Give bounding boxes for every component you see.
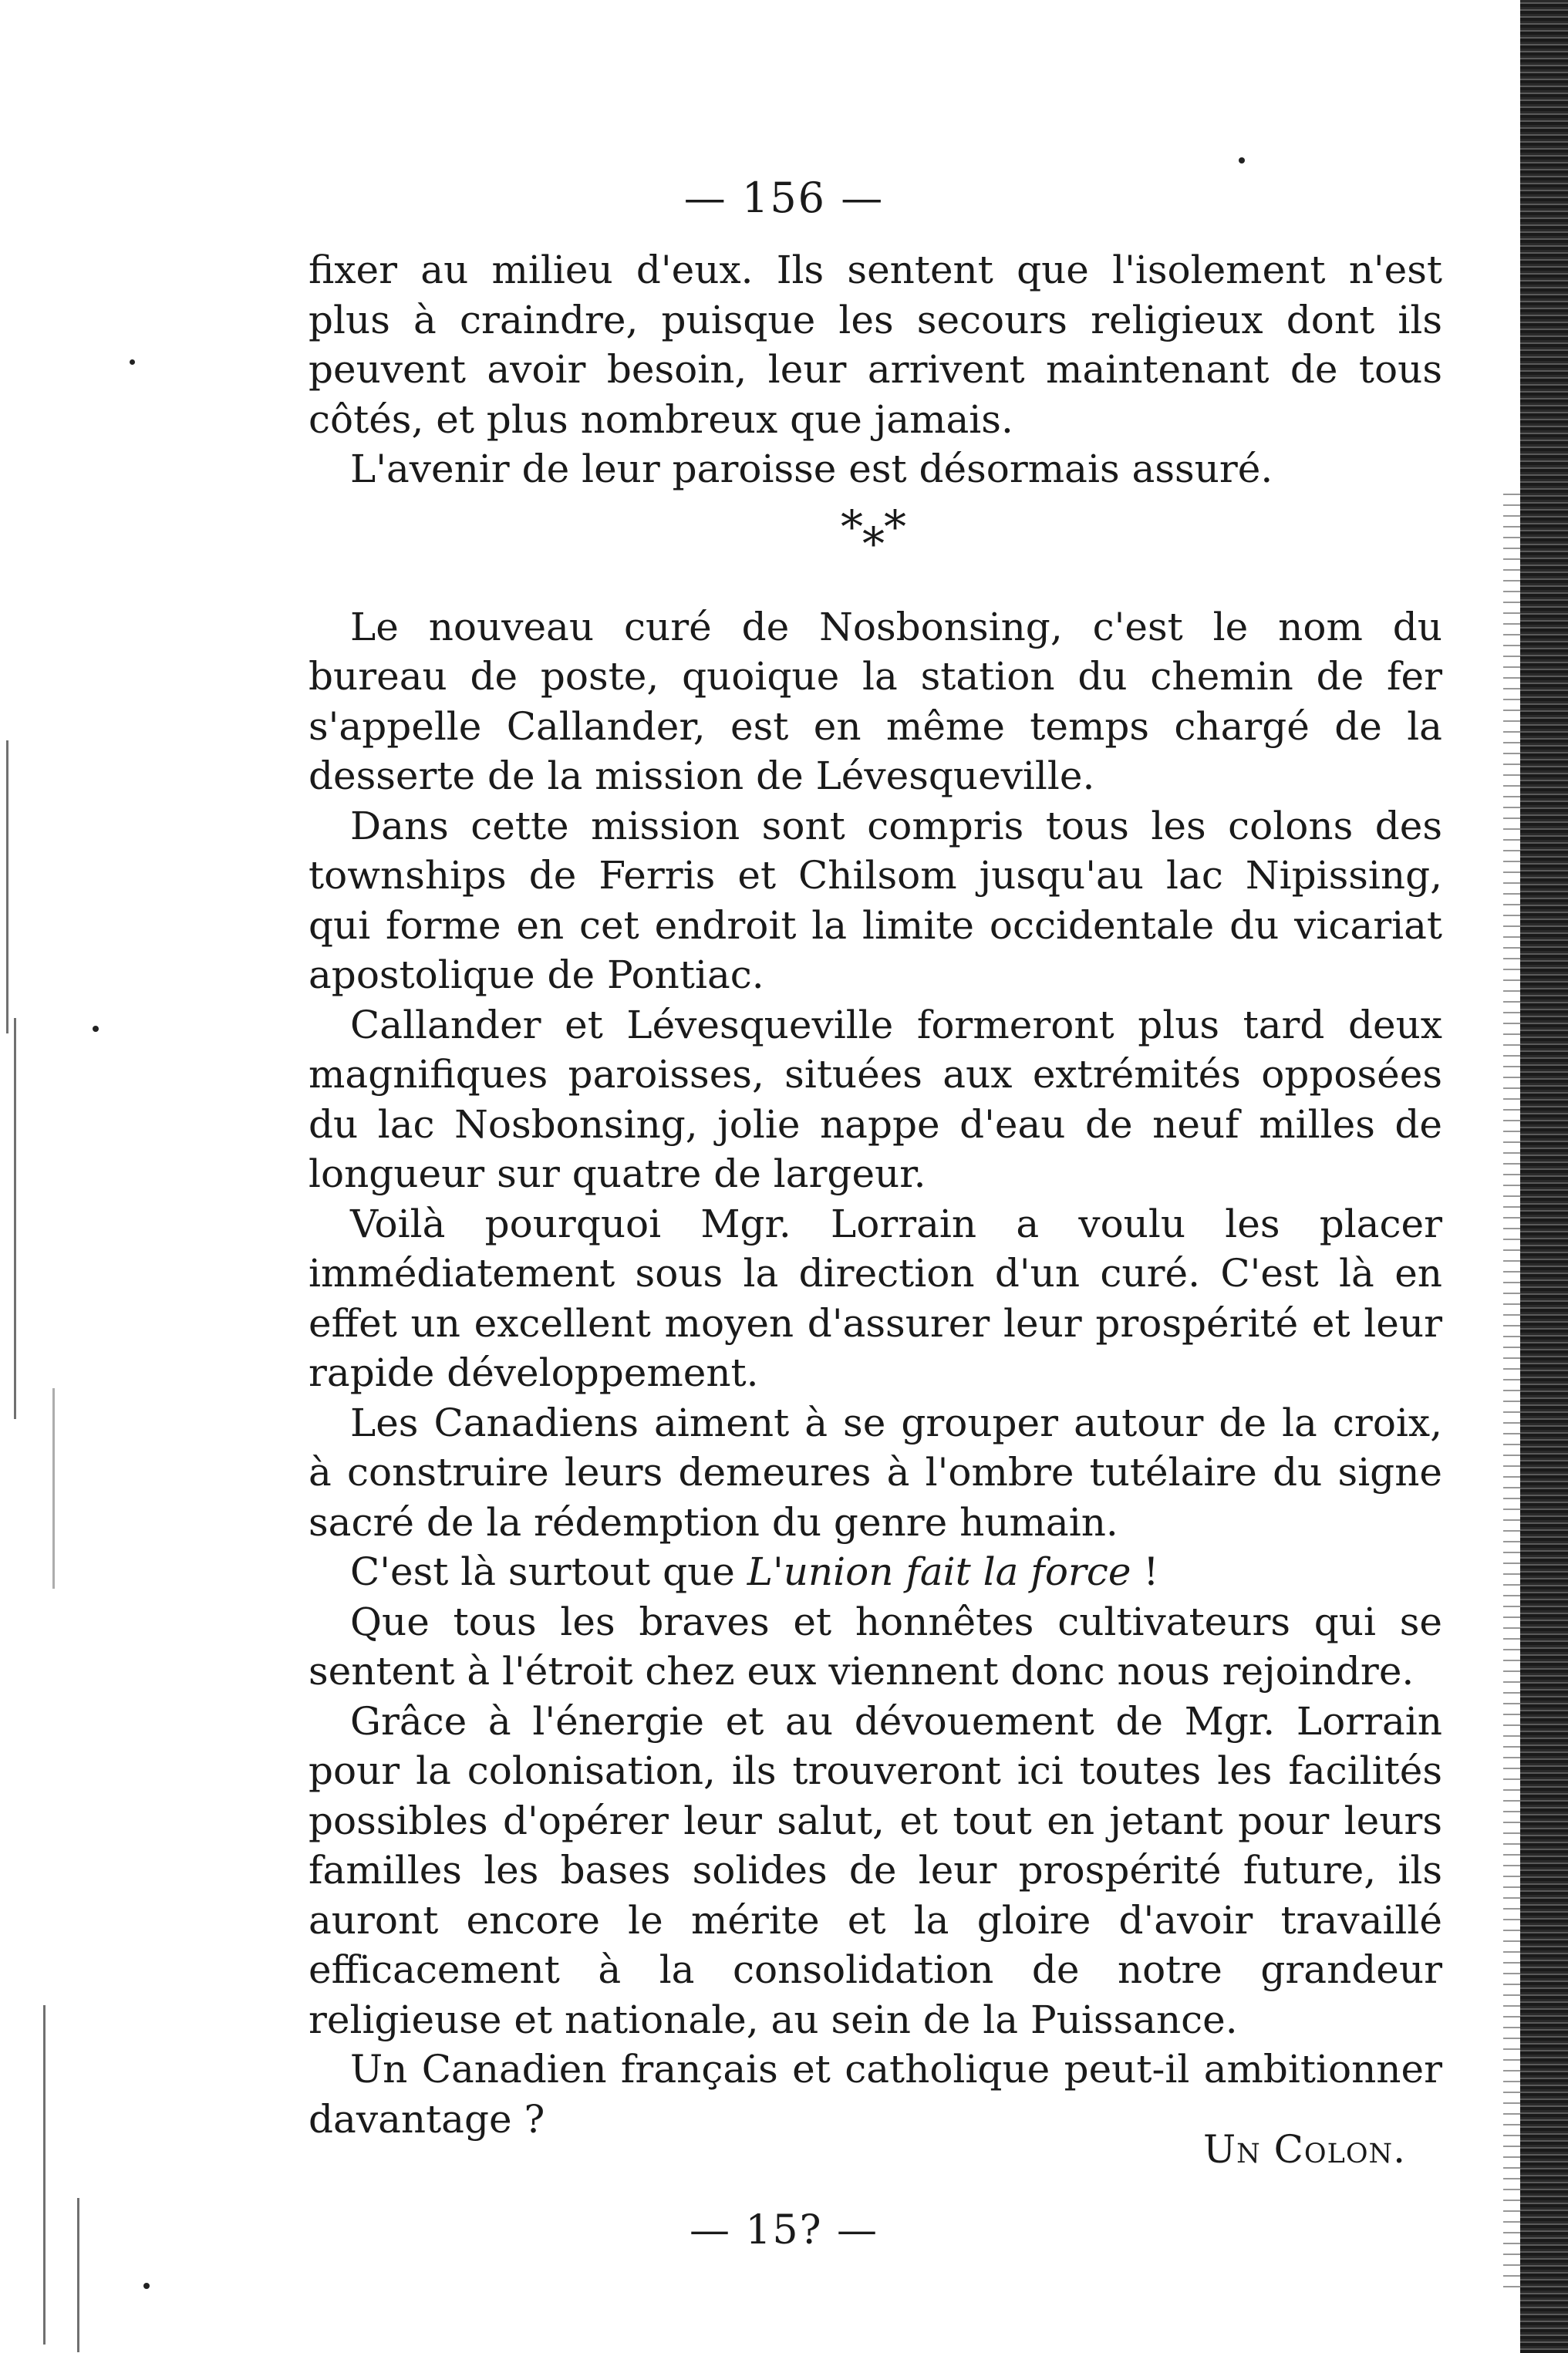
paragraph: Un Canadien français et catholique peut-il ambitionner davantage ? — [309, 2047, 1442, 2142]
paragraph: Le nouveau curé de Nosbonsing, c'est le nom du bureau de poste, quoique la station du chemin de fer s'appelle Callander, est en même temps chargé de la desserte de la mission de Lévesqueville. — [309, 604, 1442, 798]
binding-shadow — [1503, 494, 1520, 2291]
scan-speck — [143, 2283, 150, 2289]
scan-speck — [93, 1026, 99, 1032]
book-binding-edge — [1520, 0, 1568, 2353]
motto-after: ! — [1131, 1549, 1159, 1594]
motto-italic: L'union fait la force — [747, 1549, 1131, 1594]
section-separator-asterism — [309, 494, 1442, 602]
paragraph: Les Canadiens aiment à se grouper autour de la croix, à construire leurs demeures à l'ombre tutélaire du signe sacré de la rédemption du genre humain. — [309, 1400, 1442, 1545]
body-text — [309, 245, 1442, 2144]
paragraph: fixer au milieu d'eux. Ils sentent que l'isolement n'est plus à craindre, puisque les secours religieux dont ils peuvent avoir besoin, leur arrivent maintenant de tous côtés, et plus nombreux que jamais. — [309, 248, 1442, 442]
paragraph: Que tous les braves et honnêtes cultivateurs qui se sentent à l'étroit chez eux viennent donc nous rejoindre. — [309, 1599, 1442, 1694]
paragraph: Grâce à l'énergie et au dévouement de Mgr. Lorrain pour la colonisation, ils trouveront ici toutes les facilités possibles d'opérer leur salut, et tout en jetant pour leurs familles les bases solides de leur prospérité future, ils auront encore le mérite et la gloire d'avoir travaillé efficacement à la consolidation de notre grandeur religieuse et nationale, au sein de la Puissance. — [309, 1698, 1442, 2042]
paragraph: L'avenir de leur paroisse est désormais assuré. — [350, 447, 1273, 491]
motto-before: C'est là surtout que — [350, 1549, 747, 1594]
paragraph: Callander et Lévesqueville formeront plus tard deux magnifiques paroisses, situées aux extrémités opposées du lac Nosbonsing, jolie nappe d'eau de neuf milles de longueur sur quatre de largeur. — [309, 1002, 1442, 1196]
paragraph-motto — [309, 1547, 1442, 1597]
asterisk: * — [884, 500, 906, 553]
asterisk: * — [862, 517, 885, 570]
scan-speck — [1239, 157, 1245, 163]
page-number-header: — 156 — — [683, 174, 885, 222]
scan-speck — [130, 359, 135, 365]
left-scan-artifacts — [0, 694, 100, 2352]
signature: Un Colon. — [1203, 2127, 1407, 2172]
page-number-footer: — 15? — — [689, 2207, 879, 2254]
paragraph: Voilà pourquoi Mgr. Lorrain a voulu les placer immédiatement sous la direction d'un curé. C'est là en effet un excellent moyen d'assurer leur prospérité et leur rapide développement. — [309, 1201, 1442, 1395]
paragraph: Dans cette mission sont compris tous les colons des townships de Ferris et Chilsom jusqu'au lac Nipissing, qui forme en cet endroit la limite occidentale du vicariat apostolique de Pontiac. — [309, 803, 1442, 997]
asterisk: * — [841, 500, 863, 553]
